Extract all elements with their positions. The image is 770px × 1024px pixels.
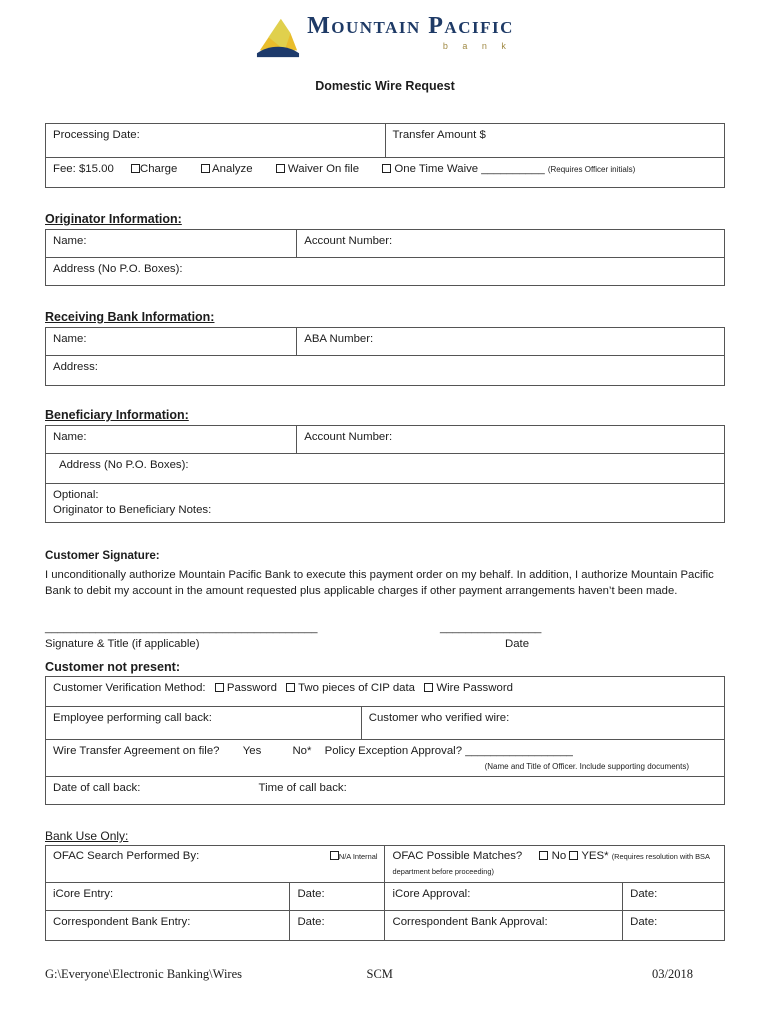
originator-name-label: Name: [53, 235, 87, 247]
date-callback-label: Date of call back: [53, 782, 141, 795]
ofac-yes-note: (Requires resolution with BSA department before proceeding) [392, 852, 710, 877]
beneficiary-table [45, 425, 725, 523]
agreement-no-label[interactable]: No* [292, 745, 312, 758]
ofac-yes-checkbox-icon[interactable] [569, 851, 578, 860]
ofac-yes-label: YES* [581, 850, 609, 863]
verification-method-cell [46, 677, 725, 707]
receiving-aba-cell[interactable] [297, 328, 725, 356]
analyze-checkbox-icon[interactable] [201, 164, 210, 173]
correspondent-approval-label: Correspondent Bank Approval: [392, 915, 548, 928]
footer-date: 03/2018 [652, 967, 693, 981]
agreement-yes-label[interactable]: Yes [242, 745, 262, 758]
icore-entry-date-cell[interactable] [290, 882, 385, 910]
customer-verified-cell[interactable] [361, 707, 724, 740]
authorization-text: I unconditionally authorize Mountain Pacific Bank to execute this payment order on my behalf. In addition, I authorize Mountain Pacific Bank to debit my account in the amount requested plus applicable charges if other payment arrangements haven’t been made. [45, 568, 714, 598]
icore-approval-date-label: Date: [630, 887, 658, 900]
signature-line[interactable]: ___________________________________________ [45, 622, 318, 635]
fee-options-cell [46, 158, 725, 188]
customer-not-present-heading: Customer not present: [45, 660, 181, 675]
password-label: Password [226, 682, 277, 695]
policy-exception-label[interactable]: Policy Exception Approval? _________________ [324, 745, 573, 758]
agreement-line [53, 744, 717, 759]
ofac-search-cell [46, 846, 385, 883]
employee-callback-label: Employee performing call back: [53, 712, 212, 725]
transfer-amount-cell[interactable] [385, 124, 725, 158]
originator-account-label: Account Number: [304, 235, 393, 247]
beneficiary-notes-label: Originator to Beneficiary Notes: [53, 503, 212, 516]
charge-label: Charge [139, 163, 178, 175]
ofac-matches-cell [385, 846, 725, 883]
wire-password-label: Wire Password [436, 682, 513, 695]
bank-use-table [45, 845, 725, 941]
na-internal-group [330, 849, 378, 864]
correspondent-approval-date-cell[interactable] [623, 910, 725, 940]
na-internal-label: N/A Internal [338, 852, 378, 862]
beneficiary-notes-cell[interactable] [46, 484, 725, 523]
ofac-search-label: OFAC Search Performed By: [53, 850, 200, 863]
page-title: Domestic Wire Request [315, 79, 455, 93]
verification-method-label: Customer Verification Method: [53, 682, 206, 695]
date-label: Date [505, 638, 530, 651]
correspondent-entry-cell[interactable] [46, 910, 290, 940]
receiving-address-cell[interactable] [46, 356, 725, 386]
one-time-waive-label: One Time Waive __________ [394, 163, 545, 175]
icore-approval-cell[interactable] [385, 882, 623, 910]
originator-address-cell[interactable] [46, 258, 725, 286]
beneficiary-account-label: Account Number: [304, 431, 393, 443]
customer-signature-heading: Customer Signature: [45, 548, 160, 562]
receiving-table [45, 327, 725, 386]
footer-file-path: G:\Everyone\Electronic Banking\Wires [45, 967, 243, 981]
signature-title-label: Signature & Title (if applicable) [45, 638, 200, 651]
correspondent-approval-cell[interactable] [385, 910, 623, 940]
officer-name-note: (Name and Title of Officer. Include supporting documents) [484, 761, 689, 771]
receiving-aba-label: ABA Number: [304, 333, 374, 345]
agreement-cell [46, 740, 725, 777]
receiving-name-label: Name: [53, 333, 87, 345]
fee-table [45, 123, 725, 188]
originator-name-cell[interactable] [46, 230, 297, 258]
bank-logo [45, 14, 725, 59]
icore-entry-label: iCore Entry: [53, 887, 114, 900]
cip-data-label: Two pieces of CIP data [298, 682, 416, 695]
page-footer [45, 967, 725, 982]
ofac-matches-label: OFAC Possible Matches? [392, 850, 523, 863]
icore-entry-cell[interactable] [46, 882, 290, 910]
beneficiary-address-label: Address (No P.O. Boxes): [59, 459, 189, 471]
correspondent-entry-label: Correspondent Bank Entry: [53, 915, 191, 928]
ofac-no-label: No [551, 850, 567, 863]
originator-table [45, 229, 725, 286]
processing-date-cell[interactable] [46, 124, 386, 158]
processing-date-label: Processing Date: [53, 129, 140, 141]
icore-entry-date-label: Date: [297, 887, 325, 900]
logo-text [307, 14, 514, 51]
receiving-name-cell[interactable] [46, 328, 297, 356]
correspondent-approval-date-label: Date: [630, 915, 658, 928]
logo-bank-name: Mountain Pacific [307, 13, 514, 39]
ofac-no-checkbox-icon[interactable] [539, 851, 548, 860]
na-internal-checkbox-icon[interactable] [330, 851, 339, 860]
date-line[interactable]: ________________ [440, 622, 542, 635]
logo-bank-word: b a n k [442, 41, 512, 51]
customer-verified-label: Customer who verified wire: [368, 712, 510, 725]
beneficiary-name-cell[interactable] [46, 426, 297, 454]
cip-data-checkbox-icon[interactable] [286, 683, 295, 692]
icore-approval-label: iCore Approval: [392, 887, 471, 900]
originator-heading: Originator Information: [45, 212, 182, 226]
footer-initials: SCM [366, 967, 393, 981]
fee-label: Fee: $15.00 [53, 163, 114, 175]
signature-label-row [45, 638, 725, 654]
receiving-heading: Receiving Bank Information: [45, 310, 215, 324]
receiving-address-label: Address: [53, 361, 98, 373]
customer-not-present-table [45, 676, 725, 805]
signature-line-row [45, 622, 725, 638]
beneficiary-account-cell[interactable] [297, 426, 725, 454]
analyze-label: Analyze [212, 163, 253, 175]
beneficiary-heading: Beneficiary Information: [45, 408, 189, 422]
waiver-label: Waiver On file [287, 163, 360, 175]
agreement-label: Wire Transfer Agreement on file? [53, 745, 220, 758]
mountain-icon [256, 15, 300, 59]
callback-datetime-cell[interactable] [46, 777, 725, 805]
one-time-waive-checkbox-icon[interactable] [382, 164, 391, 173]
transfer-amount-label: Transfer Amount $ [392, 129, 486, 141]
icore-approval-date-cell[interactable] [623, 882, 725, 910]
charge-checkbox-icon[interactable] [131, 164, 140, 173]
password-checkbox-icon[interactable] [215, 683, 224, 692]
beneficiary-name-label: Name: [53, 431, 87, 443]
correspondent-entry-date-label: Date: [297, 915, 325, 928]
beneficiary-optional-label: Optional: [53, 489, 99, 501]
officer-initials-note: (Requires Officer initials) [547, 165, 636, 174]
wire-password-checkbox-icon[interactable] [424, 683, 433, 692]
beneficiary-address-cell[interactable] [46, 454, 725, 484]
waiver-checkbox-icon[interactable] [276, 164, 285, 173]
originator-account-cell[interactable] [297, 230, 725, 258]
bank-use-only-heading: Bank Use Only: [45, 829, 129, 844]
correspondent-entry-date-cell[interactable] [290, 910, 385, 940]
originator-address-label: Address (No P.O. Boxes): [53, 263, 183, 275]
time-callback-label: Time of call back: [258, 782, 347, 795]
employee-callback-cell[interactable] [46, 707, 362, 740]
